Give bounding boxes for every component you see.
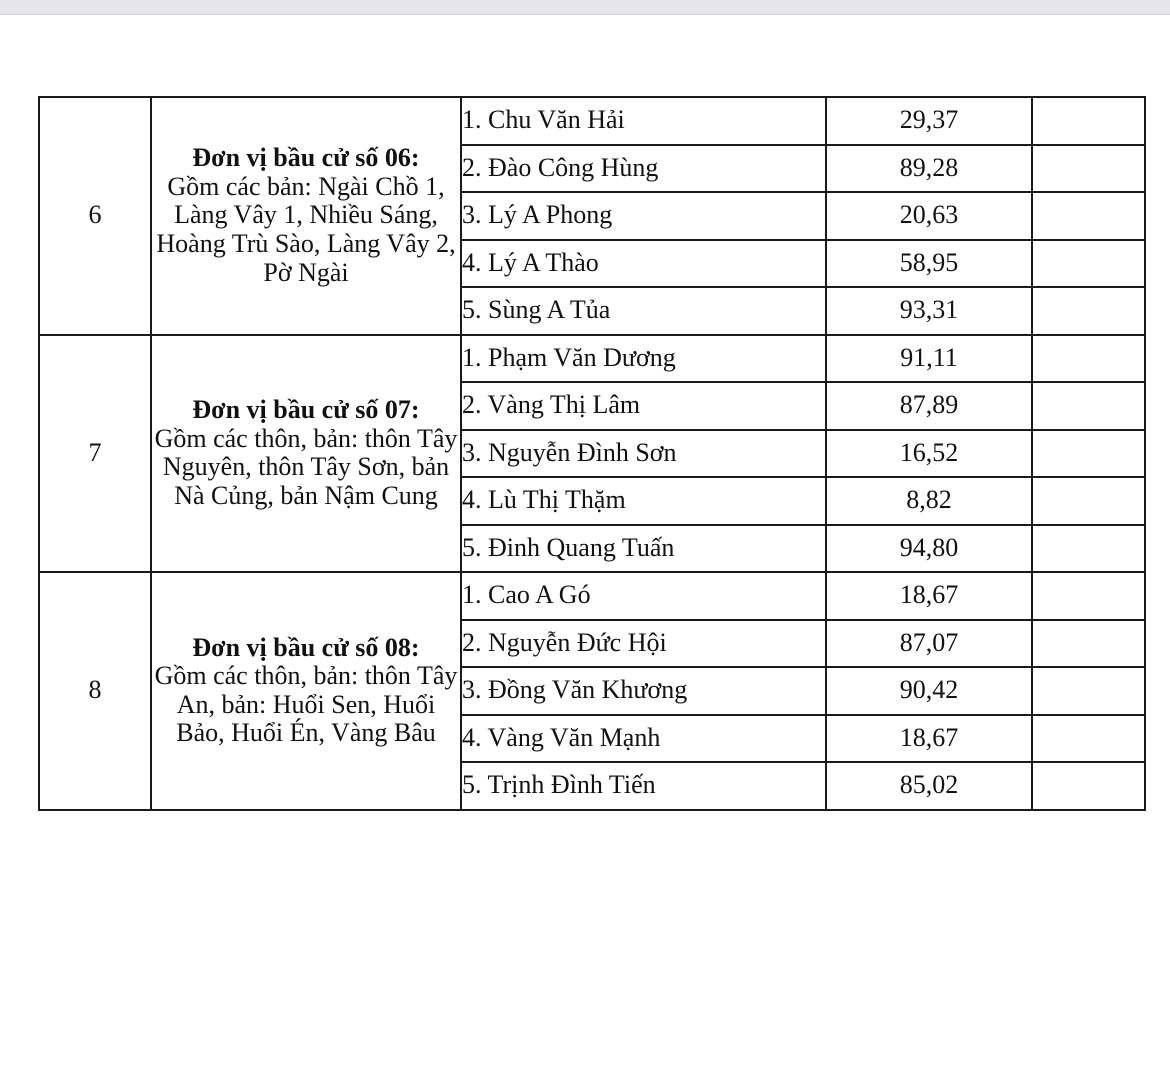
vote-percentage: 89,28 [826, 145, 1032, 193]
row-number: 8 [39, 572, 151, 810]
candidate-name: 4. Lý A Thào [461, 240, 826, 288]
empty-cell [1032, 430, 1145, 478]
empty-cell [1032, 525, 1145, 573]
empty-cell [1032, 145, 1145, 193]
row-number: 6 [39, 97, 151, 335]
vote-percentage: 94,80 [826, 525, 1032, 573]
electoral-unit-description: Gồm các thôn, bản: thôn Tây Nguyên, thôn Tây Sơn, bản Nà Củng, bản Nậm Cung [154, 423, 458, 510]
electoral-unit-cell [151, 572, 461, 810]
electoral-unit-title: Đơn vị bầu cử số 07: [192, 395, 420, 425]
candidate-name: 2. Vàng Thị Lâm [461, 382, 826, 430]
empty-cell [1032, 572, 1145, 620]
candidate-name: 2. Nguyễn Đức Hội [461, 620, 826, 668]
empty-cell [1032, 620, 1145, 668]
candidate-name: 3. Nguyễn Đình Sơn [461, 430, 826, 478]
table-row [39, 572, 1145, 620]
empty-cell [1032, 667, 1145, 715]
vote-percentage: 87,07 [826, 620, 1032, 668]
electoral-unit-description: Gồm các bản: Ngài Chồ 1, Làng Vây 1, Nhiều Sáng, Hoàng Trù Sào, Làng Vây 2, Pờ Ngài [156, 171, 456, 287]
vote-percentage: 91,11 [826, 335, 1032, 383]
table-row [39, 97, 1145, 145]
candidate-name: 3. Lý A Phong [461, 192, 826, 240]
empty-cell [1032, 335, 1145, 383]
vote-percentage: 20,63 [826, 192, 1032, 240]
empty-cell [1032, 382, 1145, 430]
empty-cell [1032, 715, 1145, 763]
vote-percentage: 58,95 [826, 240, 1032, 288]
viewer-top-bar [0, 0, 1170, 15]
row-number: 7 [39, 335, 151, 573]
candidate-name: 5. Đinh Quang Tuấn [461, 525, 826, 573]
electoral-unit-cell [151, 97, 461, 335]
document-page [0, 15, 1170, 1074]
empty-cell [1032, 477, 1145, 525]
vote-percentage: 18,67 [826, 572, 1032, 620]
vote-percentage: 18,67 [826, 715, 1032, 763]
candidate-name: 1. Cao A Gó [461, 572, 826, 620]
candidate-name: 4. Lù Thị Thặm [461, 477, 826, 525]
empty-cell [1032, 97, 1145, 145]
electoral-unit-title: Đơn vị bầu cử số 08: [192, 632, 420, 662]
vote-percentage: 8,82 [826, 477, 1032, 525]
electoral-unit-title: Đơn vị bầu cử số 06: [192, 143, 420, 173]
table-row [39, 335, 1145, 383]
candidate-name: 1. Chu Văn Hải [461, 97, 826, 145]
vote-percentage: 16,52 [826, 430, 1032, 478]
empty-cell [1032, 240, 1145, 288]
electoral-unit-description: Gồm các thôn, bản: thôn Tây An, bản: Huổi Sen, Huổi Bảo, Huổi Én, Vàng Bâu [154, 661, 458, 748]
candidate-name: 5. Trịnh Đình Tiến [461, 762, 826, 810]
candidate-name: 2. Đào Công Hùng [461, 145, 826, 193]
candidate-name: 1. Phạm Văn Dương [461, 335, 826, 383]
vote-percentage: 29,37 [826, 97, 1032, 145]
empty-cell [1032, 762, 1145, 810]
candidate-name: 4. Vàng Văn Mạnh [461, 715, 826, 763]
vote-percentage: 90,42 [826, 667, 1032, 715]
candidate-name: 5. Sùng A Tủa [461, 287, 826, 335]
vote-percentage: 87,89 [826, 382, 1032, 430]
empty-cell [1032, 192, 1145, 240]
vote-percentage: 93,31 [826, 287, 1032, 335]
candidate-name: 3. Đồng Văn Khương [461, 667, 826, 715]
vote-percentage: 85,02 [826, 762, 1032, 810]
electoral-unit-cell [151, 335, 461, 573]
election-results-table [38, 96, 1146, 811]
empty-cell [1032, 287, 1145, 335]
